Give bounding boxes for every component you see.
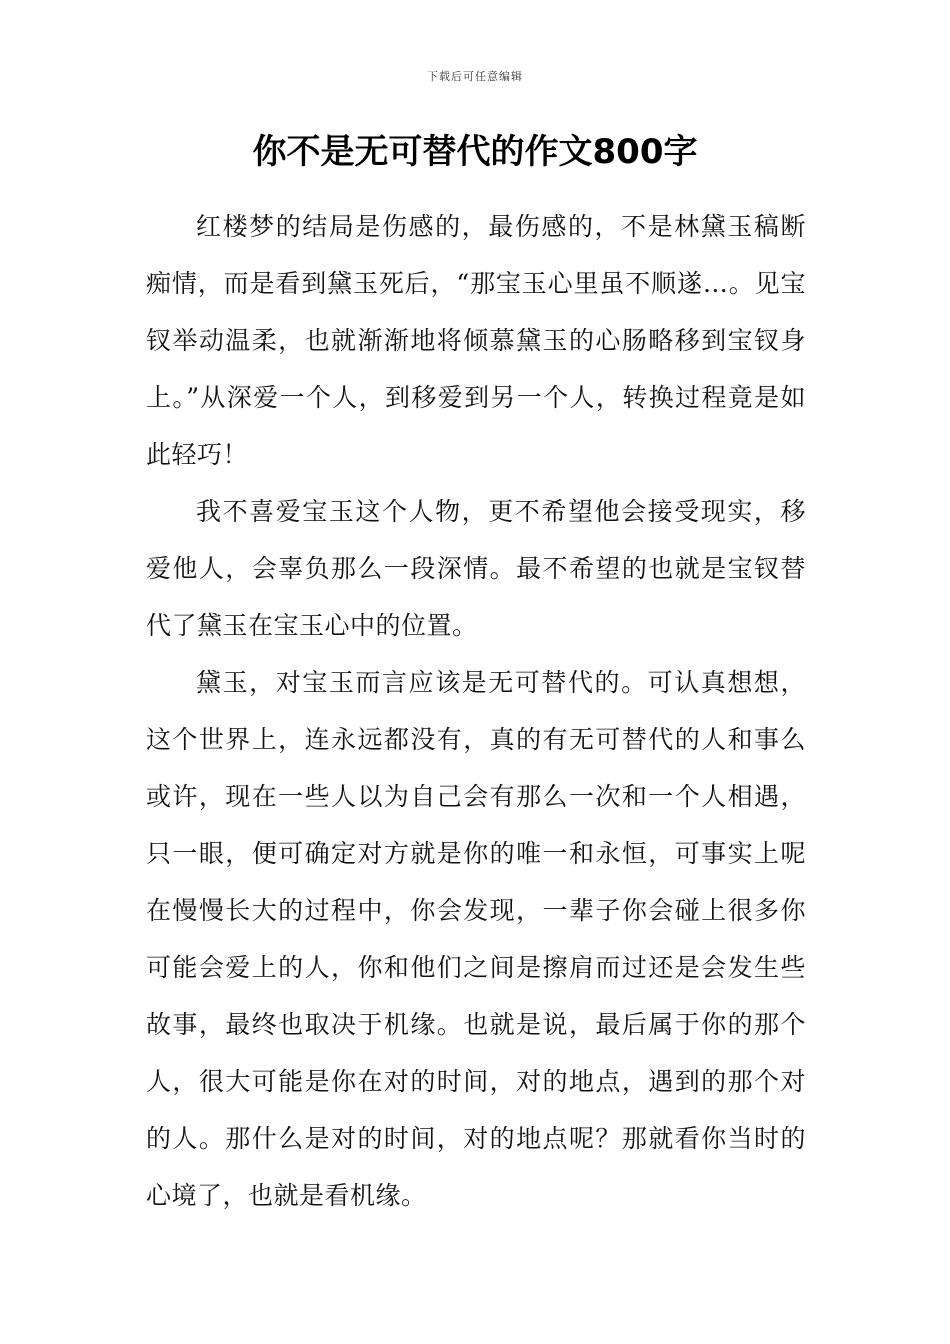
paragraph-1: 红楼梦的结局是伤感的，最伤感的，不是林黛玉稿断痴情，而是看到黛玉死后，“那宝玉心里虽不顺遂…。见宝钗举动温柔，也就渐渐地将倾慕黛玉的心肠略移到宝钗身上。”从深爱一个人，到移爱到另一个人，转换过程竟是如此轻巧！ <box>146 212 806 469</box>
document-title: 你不是无可替代的作文800字 <box>252 132 698 172</box>
paragraph-2: 我不喜爱宝玉这个人物，更不希望他会接受现实，移爱他人，会辜负那么一段深情。最不希望的也就是宝钗替代了黛玉在宝玉心中的位置。 <box>146 497 806 640</box>
paragraph-3: 黛玉，对宝玉而言应该是无可替代的。可认真想想，这个世界上，连永远都没有，真的有无可替代的人和事么或许，现在一些人以为自己会有那么一次和一个人相遇，只一眼，便可确定对方就是你的唯一和永恒，可事实上呢在慢慢长大的过程中，你会发现，一辈子你会碰上很多你可能会爱上的人，你和他们之间是擦肩而过还是会发生些故事，最终也取决于机缘。也就是说，最后属于你的那个人，很大可能是你在对的时间，对的地点，遇到的那个对的人。那什么是对的时间，对的地点呢？那就看你当时的心境了，也就是看机缘。 <box>146 668 806 1210</box>
document-body <box>146 198 806 1224</box>
header-note: 下载后可任意编辑 <box>427 70 523 83</box>
